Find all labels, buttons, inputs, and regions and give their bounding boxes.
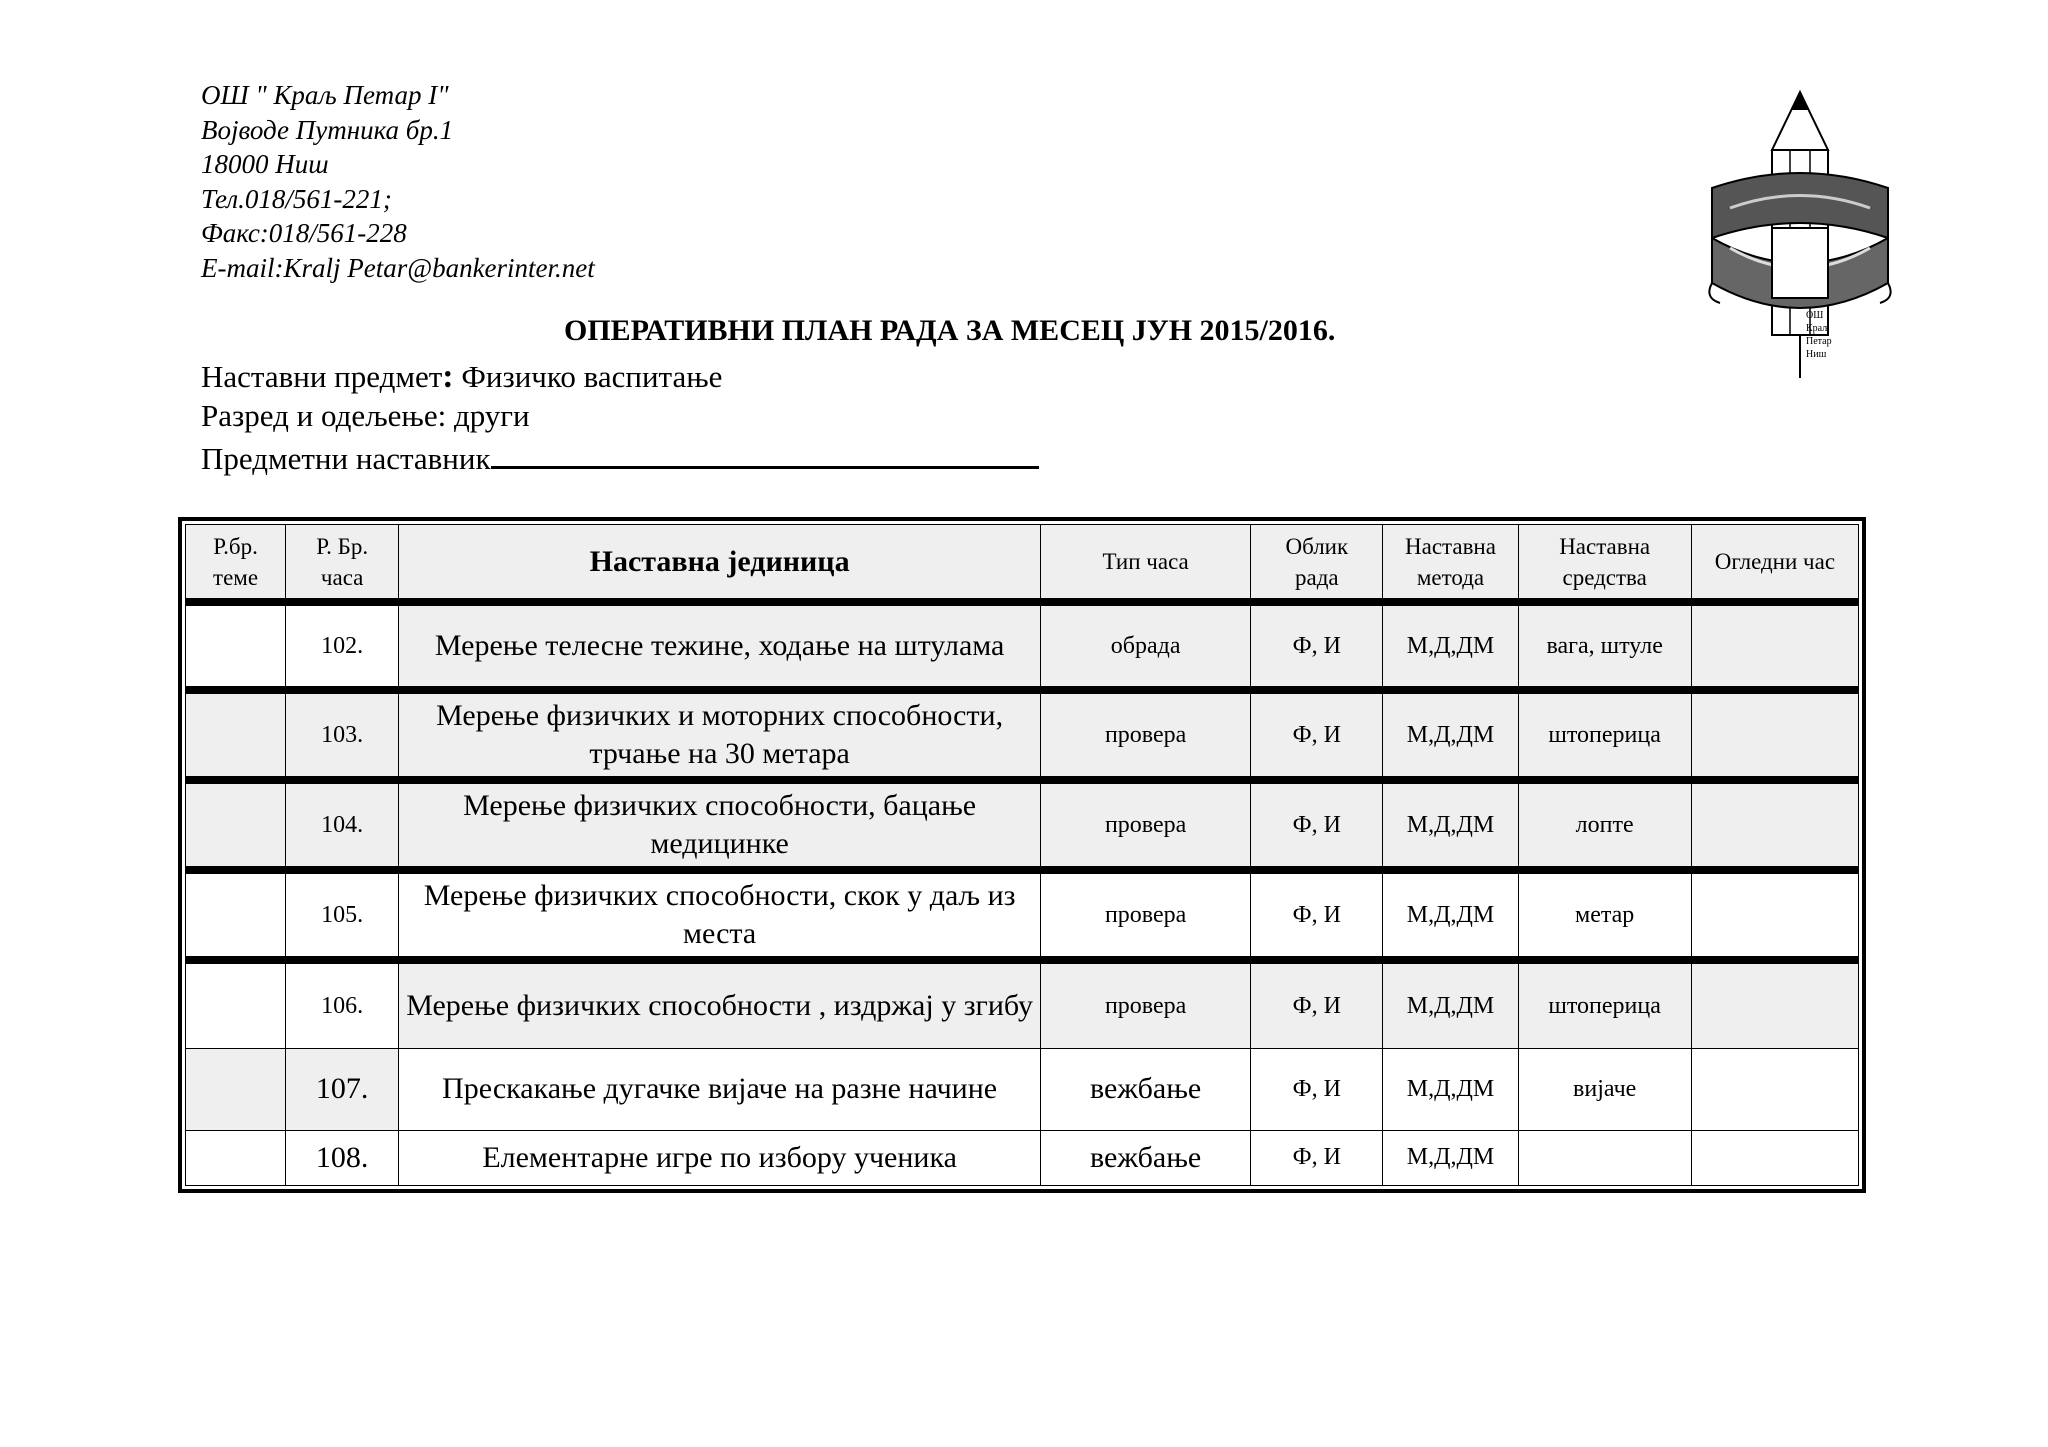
logo-text-2: Краљ: [1806, 323, 1830, 334]
subject-label: Наставни предмет: [201, 359, 443, 394]
cell-type: обрада: [1041, 602, 1251, 690]
cell-type: провера: [1041, 780, 1251, 870]
teacher-signature-blank: [491, 440, 1039, 469]
cell-form: Ф, И: [1251, 780, 1383, 870]
cell-unit: Мерење физичких способности , издржај у згибу: [399, 960, 1041, 1048]
table-row: [186, 960, 1859, 1048]
header-means: [1518, 525, 1691, 603]
school-city: 18000 Ниш: [201, 149, 329, 179]
cell-method: М,Д,ДМ: [1383, 1048, 1518, 1130]
header-means-line1: Наставна: [1559, 533, 1651, 559]
header-lesson-no: [286, 525, 399, 603]
table-row: [186, 1048, 1859, 1130]
cell-means: метар: [1518, 870, 1691, 960]
cell-topic: [186, 960, 286, 1048]
grade-line: [201, 398, 530, 434]
cell-means: штоперица: [1518, 960, 1691, 1048]
header-type: Тип часа: [1041, 525, 1251, 603]
cell-form: Ф, И: [1251, 602, 1383, 690]
header-topic-no-line2: теме: [213, 564, 259, 590]
header-topic-no-line1: Р.бр.: [213, 533, 258, 559]
cell-method: М,Д,ДМ: [1383, 690, 1518, 780]
school-street: Војводе Путника бр.1: [201, 114, 454, 145]
cell-demo: [1691, 602, 1858, 690]
header-means-line2: средства: [1562, 564, 1647, 590]
header-method-line1: Наставна: [1405, 533, 1496, 559]
pencil-scroll-logo: [1700, 88, 1900, 378]
header-method: [1383, 525, 1518, 603]
header-method-line2: метода: [1416, 564, 1485, 590]
cell-lesson: 107.: [286, 1048, 399, 1130]
cell-lesson: 106.: [286, 960, 399, 1048]
subject-value: Физичко васпитање: [453, 359, 723, 394]
cell-demo: [1691, 870, 1858, 960]
header-form-line1: Облик: [1285, 533, 1349, 559]
table-header-row: [186, 525, 1859, 603]
cell-type: провера: [1041, 960, 1251, 1048]
grade-value: други: [446, 398, 530, 433]
school-email: E-mail:Kralj Petar@bankerinter.net: [201, 252, 595, 283]
logo-text-3: Петар: [1806, 336, 1832, 347]
header-demo: Огледни час: [1691, 525, 1858, 603]
cell-demo: [1691, 1048, 1858, 1130]
header-form: [1251, 525, 1383, 603]
cell-topic: [186, 690, 286, 780]
cell-unit: Мерење телесне тежине, ходање на штулама: [399, 602, 1041, 690]
table-row: [186, 1130, 1859, 1185]
document-title: ОПЕРАТИВНИ ПЛАН РАДА ЗА МЕСЕЦ ЈУН 2015/2016.: [564, 314, 1336, 347]
cell-demo: [1691, 960, 1858, 1048]
cell-lesson: 105.: [286, 870, 399, 960]
cell-method: М,Д,ДМ: [1383, 602, 1518, 690]
teacher-line: [201, 440, 1039, 477]
header-topic-no: [186, 525, 286, 603]
cell-topic: [186, 602, 286, 690]
subject-line: [201, 358, 722, 396]
cell-type: вежбање: [1041, 1048, 1251, 1130]
cell-demo: [1691, 780, 1858, 870]
cell-method: М,Д,ДМ: [1383, 780, 1518, 870]
cell-topic: [186, 1048, 286, 1130]
table-row: [186, 870, 1859, 960]
table-row: [186, 690, 1859, 780]
cell-lesson: 108.: [286, 1130, 399, 1185]
cell-means: лопте: [1518, 780, 1691, 870]
cell-method: М,Д,ДМ: [1383, 1130, 1518, 1185]
cell-unit: Мерење физичких способности, скок у даљ из места: [399, 870, 1041, 960]
header-form-line2: рада: [1295, 564, 1339, 590]
school-address-block: [201, 78, 595, 285]
cell-unit: Прескакање дугачке вијаче на разне начине: [399, 1048, 1041, 1130]
cell-unit: Мерење физичких способности, бацање медицинке: [399, 780, 1041, 870]
cell-topic: [186, 1130, 286, 1185]
cell-form: Ф, И: [1251, 960, 1383, 1048]
header-lesson-no-line2: часа: [320, 564, 364, 590]
cell-type: вежбање: [1041, 1130, 1251, 1185]
cell-form: Ф, И: [1251, 1130, 1383, 1185]
header-lesson-no-line1: Р. Бр.: [316, 533, 369, 559]
cell-lesson: 104.: [286, 780, 399, 870]
cell-means: штоперица: [1518, 690, 1691, 780]
cell-lesson: 103.: [286, 690, 399, 780]
school-phone: Тел.018/561-221;: [201, 183, 392, 214]
grade-label: Разред и одељење:: [201, 398, 447, 433]
cell-demo: [1691, 1130, 1858, 1185]
header-unit: Наставна јединица: [399, 525, 1041, 603]
cell-means: [1518, 1130, 1691, 1185]
cell-form: Ф, И: [1251, 690, 1383, 780]
cell-unit: Елементарне игре по избору ученика: [399, 1130, 1041, 1185]
cell-method: М,Д,ДМ: [1383, 960, 1518, 1048]
table-row: [186, 602, 1859, 690]
cell-demo: [1691, 690, 1858, 780]
plan-table-frame: [178, 517, 1866, 1193]
cell-unit: Мерење физичких и моторних способности, трчање на 30 метара: [399, 690, 1041, 780]
teacher-label: Предметни наставник: [201, 441, 491, 476]
cell-form: Ф, И: [1251, 870, 1383, 960]
cell-form: Ф, И: [1251, 1048, 1383, 1130]
subject-colon: :: [442, 358, 454, 395]
school-name: ОШ " Краљ Петар I": [201, 80, 449, 110]
cell-means: вијаче: [1518, 1048, 1691, 1130]
plan-table: [185, 524, 1859, 1186]
school-fax: Факс:018/561-228: [201, 218, 407, 248]
cell-topic: [186, 870, 286, 960]
logo-text-4: Ниш: [1806, 349, 1827, 360]
cell-method: М,Д,ДМ: [1383, 870, 1518, 960]
cell-type: провера: [1041, 690, 1251, 780]
cell-lesson: 102.: [286, 602, 399, 690]
cell-type: провера: [1041, 870, 1251, 960]
cell-topic: [186, 780, 286, 870]
logo-text-1: ОШ: [1806, 310, 1824, 321]
cell-means: вага, штуле: [1518, 602, 1691, 690]
table-row: [186, 780, 1859, 870]
